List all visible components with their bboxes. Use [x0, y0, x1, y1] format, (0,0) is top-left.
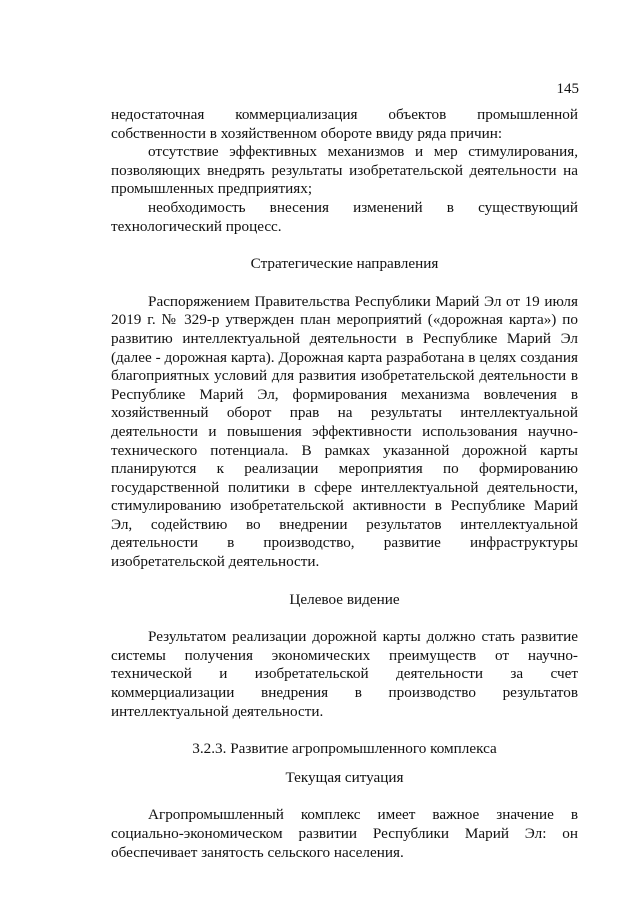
heading-target-vision: Целевое видение — [289, 590, 400, 608]
paragraph-process-changes: необходимость внесения изменений в существующий технологический процесс. — [111, 198, 578, 235]
paragraph-current: Агропромышленный комплекс имеет важное значение в социально-экономическом развитии Республики Марий Эл: он обеспечивает занятость сельского населения. — [111, 806, 578, 861]
paragraph-lack-of-mechanisms: отсутствие эффективных механизмов и мер стимулирования, позволяющих внедрять результаты изобретательской деятельности на промышленных предприятиях; — [111, 143, 578, 198]
document-body — [111, 106, 578, 862]
paragraph-target: Результатом реализации дорожной карты должно стать развитие системы получения экономических преимуществ от научно-технической и изобретательской деятельности за счет коммерциализации внедрения в производство результатов интеллектуальной деятельности. — [111, 628, 578, 720]
heading-current-situation: Текущая ситуация — [285, 768, 404, 786]
paragraph-strategic: Распоряжением Правительства Республики Марий Эл от 19 июля 2019 г. № 329-р утвержден план мероприятий («дорожная карта») по развитию интеллектуальной деятельности в Республике Марий Эл (далее - дорожная карта). Дорожная карта разработана в целях создания благоприятных условий для развития изобретательской деятельности в Республике Марий Эл, формирования механизма вовлечения в хозяйственный оборот прав на результаты интеллектуальной деятельности и повышения эффективности использования научно-технического потенциала. В рамках указанной дорожной карты планируются к реализации мероприятия по формированию государственной политики в сфере интеллектуальной деятельности, стимулированию изобретательской активности в Республике Марий Эл, содействию во внедрении результатов интеллектуальной деятельности в производство, развитие инфраструктуры изобретательской деятельности. — [111, 292, 578, 571]
heading-strategic-directions: Стратегические направления — [250, 255, 439, 273]
paragraph-commercialization: недостаточная коммерциализация объектов промышленной собственности в хозяйственном обороте ввиду ряда причин: — [111, 106, 578, 142]
page-number: 145 — [556, 81, 579, 97]
heading-section-agro: 3.2.3. Развитие агропромышленного комплекса — [192, 740, 497, 758]
